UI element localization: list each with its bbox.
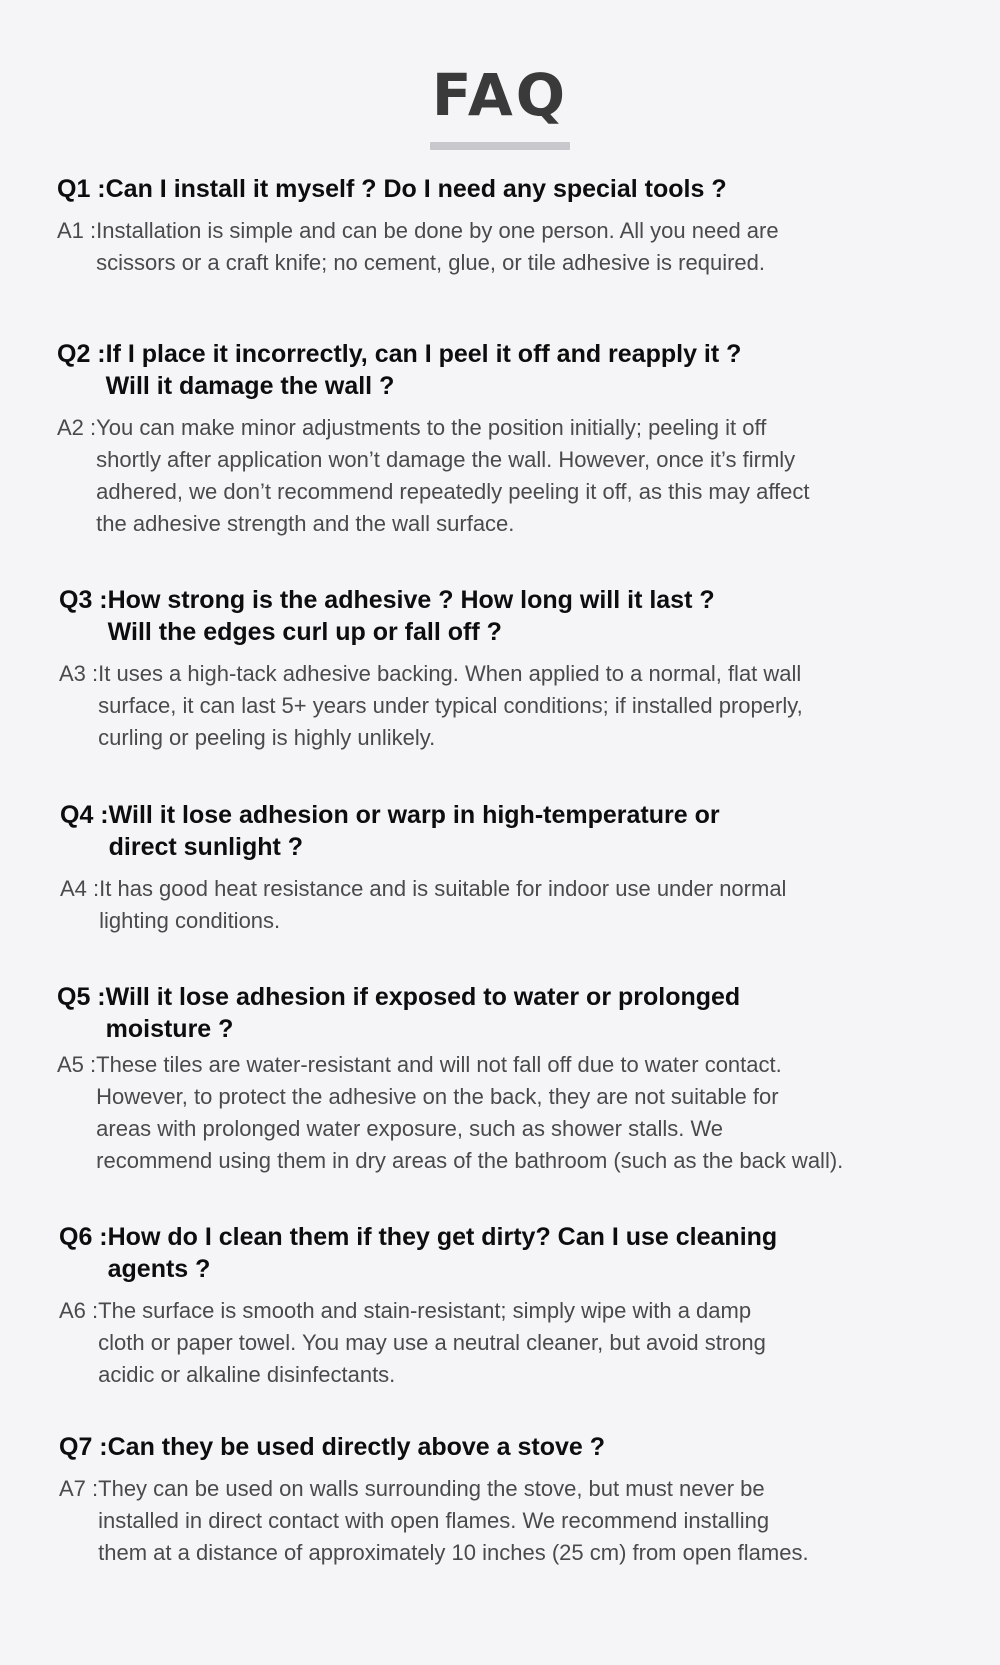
question-line: Can they be used directly above a stove ? <box>107 1433 606 1461</box>
answer <box>59 1473 979 1569</box>
question-text <box>106 173 727 205</box>
answer <box>59 1295 979 1391</box>
question <box>60 799 980 863</box>
question <box>57 338 977 402</box>
answer-line: They can be used on walls surrounding the stove, but must never be <box>98 1476 765 1501</box>
answer-line: surface, it can last 5+ years under typical conditions; if installed properly, <box>98 693 803 718</box>
question <box>57 981 997 1045</box>
answer-line: areas with prolonged water exposure, such as shower stalls. We <box>96 1116 724 1141</box>
answer-line: You can make minor adjustments to the position initially; peeling it off <box>96 415 767 440</box>
title-underline <box>430 142 570 150</box>
question-text <box>106 338 742 402</box>
answer-line: the adhesive strength and the wall surface. <box>96 511 515 536</box>
question-text <box>108 1431 605 1463</box>
question-text <box>108 584 715 648</box>
answer-line: recommend using them in dry areas of the bathroom (such as the back wall). <box>96 1148 844 1173</box>
answer-line: It has good heat resistance and is suitable for indoor use under normal <box>99 876 787 901</box>
page-title: FAQ <box>431 61 569 129</box>
answer-line: lighting conditions. <box>99 908 281 933</box>
question-text <box>109 799 720 863</box>
question-line: If I place it incorrectly, can I peel it off and reapply it ? <box>105 340 742 368</box>
answer-line: The surface is smooth and stain-resistant; simply wipe with a damp <box>98 1298 752 1323</box>
answer-label: A1 : <box>57 218 97 243</box>
question-line: Will the edges curl up or fall off ? <box>107 618 502 646</box>
question-label: Q2 : <box>57 340 106 368</box>
answer-line: them at a distance of approximately 10 inches (25 cm) from open flames. <box>98 1540 809 1565</box>
answer-label: A6 : <box>59 1298 99 1323</box>
question-label: Q3 : <box>59 586 108 614</box>
answer <box>57 215 957 279</box>
question <box>59 1431 979 1463</box>
question-label: Q7 : <box>59 1433 108 1461</box>
answer <box>60 873 980 937</box>
answer-label: A5 : <box>57 1052 97 1077</box>
question-line: agents ? <box>107 1255 211 1283</box>
answer-label: A3 : <box>59 661 99 686</box>
faq-item-5 <box>57 981 997 1177</box>
question-text <box>106 981 741 1045</box>
answer <box>57 1049 997 1177</box>
question <box>59 584 979 648</box>
question-line: Can I install it myself ? Do I need any special tools ? <box>105 175 727 203</box>
question-line: Will it lose adhesion or warp in high-temperature or <box>108 801 720 829</box>
answer-line: However, to protect the adhesive on the back, they are not suitable for <box>96 1084 779 1109</box>
answer-label: A4 : <box>60 876 100 901</box>
answer-line: Installation is simple and can be done by one person. All you need are <box>96 218 779 243</box>
question-line: Will it lose adhesion if exposed to water or prolonged <box>105 983 741 1011</box>
question-label: Q1 : <box>57 175 106 203</box>
question <box>57 173 957 205</box>
question-label: Q4 : <box>60 801 109 829</box>
answer-text <box>96 1049 843 1177</box>
faq-header <box>0 58 1000 150</box>
question-line: How strong is the adhesive ? How long will it last ? <box>107 586 715 614</box>
question-line: How do I clean them if they get dirty? Can I use cleaning <box>107 1223 778 1251</box>
answer-text <box>98 658 803 754</box>
question-line: direct sunlight ? <box>108 833 304 861</box>
answer-line: These tiles are water-resistant and will not fall off due to water contact. <box>96 1052 782 1077</box>
answer-text <box>98 1473 808 1569</box>
question-line: moisture ? <box>105 1015 234 1043</box>
answer-line: acidic or alkaline disinfectants. <box>98 1362 396 1387</box>
answer-line: scissors or a craft knife; no cement, glue, or tile adhesive is required. <box>96 250 766 275</box>
faq-item-6 <box>59 1221 979 1391</box>
answer-text <box>96 412 809 540</box>
answer-label: A2 : <box>57 415 97 440</box>
faq-item-4 <box>60 799 980 937</box>
question-label: Q6 : <box>59 1223 108 1251</box>
faq-item-7 <box>59 1431 979 1569</box>
faq-item-2 <box>57 338 977 540</box>
answer-line: installed in direct contact with open flames. We recommend installing <box>98 1508 770 1533</box>
question-line: Will it damage the wall ? <box>105 372 395 400</box>
question-label: Q5 : <box>57 983 106 1011</box>
answer <box>57 412 977 540</box>
question-text <box>108 1221 778 1285</box>
question <box>59 1221 979 1285</box>
faq-item-1 <box>57 173 957 279</box>
answer-text <box>99 873 786 937</box>
answer-label: A7 : <box>59 1476 99 1501</box>
answer-line: curling or peeling is highly unlikely. <box>98 725 436 750</box>
answer <box>59 658 979 754</box>
answer-line: It uses a high-tack adhesive backing. When applied to a normal, flat wall <box>98 661 802 686</box>
answer-line: shortly after application won’t damage the wall. However, once it’s firmly <box>96 447 796 472</box>
answer-line: cloth or paper towel. You may use a neutral cleaner, but avoid strong <box>98 1330 766 1355</box>
faq-item-3 <box>59 584 979 754</box>
answer-text <box>96 215 778 279</box>
answer-text <box>98 1295 766 1391</box>
answer-line: adhered, we don’t recommend repeatedly peeling it off, as this may affect <box>96 479 810 504</box>
